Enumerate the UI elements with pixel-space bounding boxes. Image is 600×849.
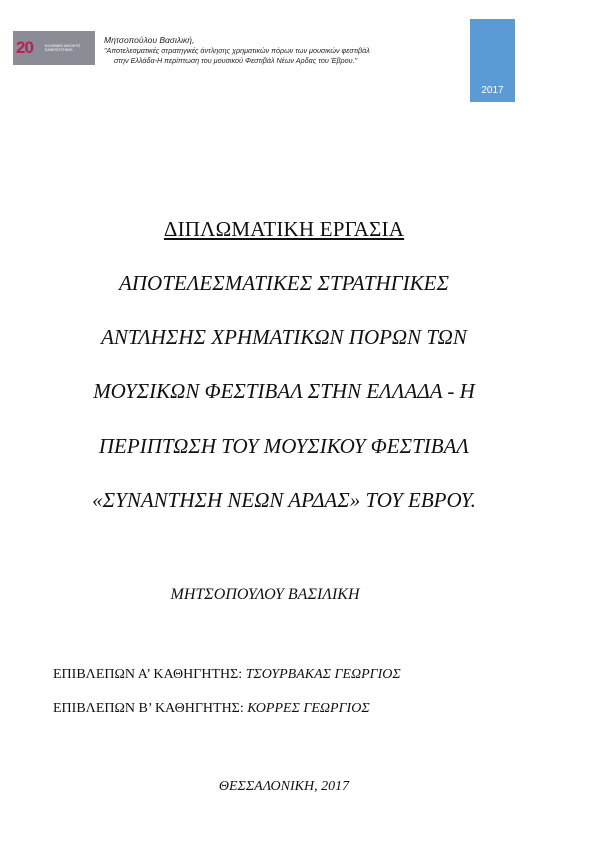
thesis-title-line: ΠΕΡΙΠΤΩΣΗ ΤΟΥ ΜΟΥΣΙΚΟΥ ΦΕΣΤΙΒΑΛ	[98, 433, 470, 458]
university-logo	[13, 31, 95, 65]
header-title-line-1: "Αποτελεσματικές στρατηγικές άντλησης χρηματικών πόρων των μουσικών φεστιβάλ	[104, 46, 370, 55]
supervisor-b	[53, 701, 370, 717]
place-date: ΘΕΣΣΑΛΟΝΙΚΗ, 2017	[218, 779, 350, 794]
thesis-title-line: ΑΠΟΤΕΛΕΣΜΑΤΙΚΕΣ ΣΤΡΑΤΗΓΙΚΕΣ	[119, 271, 449, 295]
document-type: ΔΙΠΛΩΜΑΤΙΚΗ ΕΡΓΑΣΙΑ	[163, 217, 405, 241]
supervisor-b-label: ΕΠΙΒΛΕΠΩΝ Β’ ΚΑΘΗΓΗΤΗΣ:	[53, 701, 244, 716]
thesis-title-line: «ΣΥΝΑΝΤΗΣΗ ΝΕΩΝ ΑΡΔΑΣ» ΤΟΥ ΕΒΡΟΥ.	[92, 487, 476, 512]
header-title-line-2: στην Ελλάδα-Η περίπτωση του μουσικού Φεστιβάλ Νέων Αρδας του Έβρου."	[114, 56, 358, 65]
supervisor-a-label: ΕΠΙΒΛΕΠΩΝ Α’ ΚΑΘΗΓΗΤΗΣ:	[53, 667, 243, 682]
running-header	[104, 35, 444, 66]
header-author: Μητσοπούλου Βασιλική,	[104, 35, 195, 45]
year-badge	[470, 19, 515, 102]
logo-text: ΕΛΛΗΝΙΚΌ ΑΝΟΙΚΤΌ ΠΑΝΕΠΙΣΤΉΜΙΟ	[44, 43, 81, 52]
thesis-title-line: ΜΟΥΣΙΚΩΝ ΦΕΣΤΙΒΑΛ ΣΤΗΝ ΕΛΛΑΔΑ - Η	[93, 379, 475, 404]
thesis-title	[40, 268, 528, 539]
year-label: 2017	[481, 85, 504, 96]
supervisor-a-name: ΤΣΟΥΡΒΑΚΑΣ ΓΕΩΡΓΙΟΣ	[245, 667, 401, 682]
thesis-author: ΜΗΤΣΟΠΟΥΛΟΥ ΒΑΣΙΛΙΚΗ	[170, 586, 360, 603]
thesis-title-line: ΑΝΤΛΗΣΗΣ ΧΡΗΜΑΤΙΚΩΝ ΠΟΡΩΝ ΤΩΝ	[101, 325, 467, 350]
logo-mark-icon: 20	[16, 38, 33, 57]
supervisor-a	[53, 667, 401, 683]
supervisor-b-name: ΚΟΡΡΕΣ ΓΕΩΡΓΙΟΣ	[247, 701, 370, 716]
